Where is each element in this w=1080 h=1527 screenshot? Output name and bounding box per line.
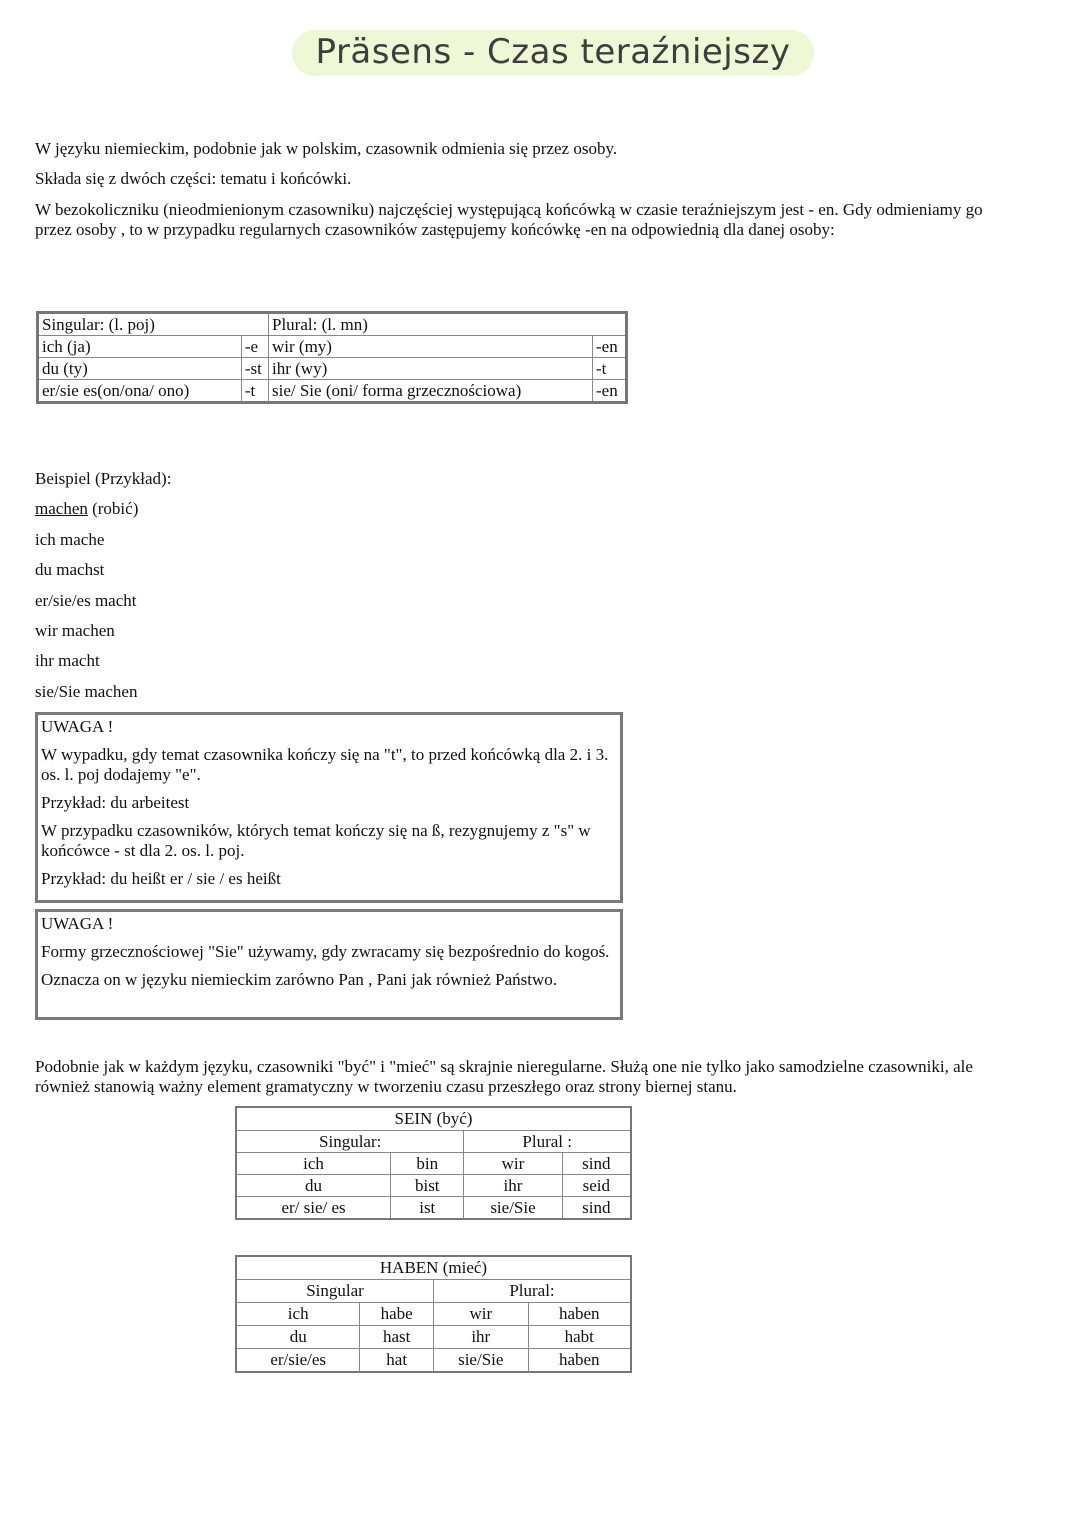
note-box-2 — [35, 909, 623, 1020]
cell: wir — [434, 1303, 529, 1326]
sg-person: ich (ja) — [38, 336, 242, 358]
table-row — [38, 358, 627, 380]
plural-header: Plural: (l. mn) — [269, 313, 627, 336]
sein-header-row — [236, 1131, 631, 1153]
sein-table — [235, 1106, 632, 1220]
example-form: du machst — [35, 560, 105, 579]
example-form: er/sie/es macht — [35, 591, 137, 610]
cell: ist — [391, 1197, 464, 1220]
note-text: Przykład: du arbeitest — [41, 793, 190, 812]
haben-table — [235, 1255, 632, 1373]
example-verb: machen — [35, 499, 88, 518]
example-verb-line — [35, 499, 138, 519]
cell: habe — [360, 1303, 434, 1326]
cell: seid — [562, 1175, 631, 1197]
note-text: W wypadku, gdy temat czasownika kończy się na "t", to przed końcówką dla 2. i 3. os. l. poj dodajemy "e". — [41, 745, 609, 784]
sg-ending: -t — [241, 380, 268, 403]
intro-paragraph-1: W języku niemieckim, podobnie jak w polskim, czasownik odmienia się przez osoby. — [35, 139, 618, 158]
haben-header-row — [236, 1280, 631, 1303]
haben-title: HABEN (mieć) — [236, 1256, 631, 1280]
haben-title-row — [236, 1256, 631, 1280]
cell: du — [236, 1326, 360, 1349]
pl-ending: -t — [593, 358, 627, 380]
pl-ending: -en — [593, 336, 627, 358]
endings-table — [36, 311, 628, 404]
note-text: W przypadku czasowników, których temat kończy się na ß, rezygnujemy z "s" w końcówce - st dla 2. os. l. poj. — [41, 821, 591, 860]
haben-plural: Plural: — [434, 1280, 632, 1303]
cell: haben — [528, 1349, 631, 1373]
cell: wir — [464, 1153, 562, 1175]
example-form: sie/Sie machen — [35, 682, 138, 701]
table-row — [236, 1175, 631, 1197]
irregular-intro: Podobnie jak w każdym języku, czasowniki "być" i "mieć" są skrajnie nieregularne. Służą one nie tylko jako samodzielne czasowniki, ale również stanowią ważny element gramatyczny w tworzeniu czasu przeszłego oraz strony biernej stanu. — [35, 1057, 973, 1096]
note-box-1 — [35, 712, 623, 903]
table-row — [236, 1326, 631, 1349]
intro-paragraph-3: W bezokoliczniku (nieodmienionym czasowniku) najczęściej występującą końcówką w czasie teraźniejszym jest - en. Gdy odmieniamy go przez osoby , to w przypadku regularnych czasowników zastępujemy końcówkę -en na odpowiednią dla danej osoby: — [35, 200, 983, 239]
cell: sind — [562, 1153, 631, 1175]
cell: sind — [562, 1197, 631, 1220]
endings-table-header — [38, 313, 627, 336]
pl-ending: -en — [593, 380, 627, 403]
page-title: Präsens - Czas teraźniejszy — [292, 30, 815, 76]
pl-person: ihr (wy) — [269, 358, 593, 380]
cell: haben — [528, 1303, 631, 1326]
table-row — [236, 1197, 631, 1220]
note-text: Oznacza on w języku niemieckim zarówno Pan , Pani jak również Państwo. — [41, 970, 557, 989]
note-title: UWAGA ! — [41, 717, 114, 736]
sg-person: er/sie es(on/ona/ ono) — [38, 380, 242, 403]
table-row — [38, 380, 627, 403]
sg-ending: -st — [241, 358, 268, 380]
table-row — [236, 1349, 631, 1373]
cell: hat — [360, 1349, 434, 1373]
pl-person: sie/ Sie (oni/ forma grzecznościowa) — [269, 380, 593, 403]
intro-paragraph-2: Składa się z dwóch części: tematu i końcówki. — [35, 169, 352, 188]
title-container — [0, 30, 1080, 76]
note-title: UWAGA ! — [41, 914, 114, 933]
note-text: Przykład: du heißt er / sie / es heißt — [41, 869, 281, 888]
example-form: ich mache — [35, 530, 105, 549]
cell: ich — [236, 1153, 391, 1175]
sein-title-row — [236, 1107, 631, 1131]
cell: ich — [236, 1303, 360, 1326]
pl-person: wir (my) — [269, 336, 593, 358]
table-row — [236, 1153, 631, 1175]
example-form: wir machen — [35, 621, 115, 640]
cell: du — [236, 1175, 391, 1197]
cell: ihr — [434, 1326, 529, 1349]
cell: sie/Sie — [434, 1349, 529, 1373]
cell: habt — [528, 1326, 631, 1349]
example-heading: Beispiel (Przykład): — [35, 469, 172, 488]
singular-header: Singular: (l. poj) — [38, 313, 269, 336]
cell: hast — [360, 1326, 434, 1349]
example-verb-translation: (robić) — [87, 499, 139, 518]
cell: er/sie/es — [236, 1349, 360, 1373]
sg-person: du (ty) — [38, 358, 242, 380]
table-row — [38, 336, 627, 358]
cell: er/ sie/ es — [236, 1197, 391, 1220]
sein-plural: Plural : — [464, 1131, 631, 1153]
table-row — [236, 1303, 631, 1326]
example-form: ihr macht — [35, 651, 100, 670]
cell: bist — [391, 1175, 464, 1197]
sein-singular: Singular: — [236, 1131, 464, 1153]
haben-singular: Singular — [236, 1280, 434, 1303]
note-text: Formy grzecznościowej "Sie" używamy, gdy zwracamy się bezpośrednio do kogoś. — [41, 942, 610, 961]
cell: bin — [391, 1153, 464, 1175]
sein-title: SEIN (być) — [236, 1107, 631, 1131]
cell: sie/Sie — [464, 1197, 562, 1220]
sg-ending: -e — [241, 336, 268, 358]
cell: ihr — [464, 1175, 562, 1197]
